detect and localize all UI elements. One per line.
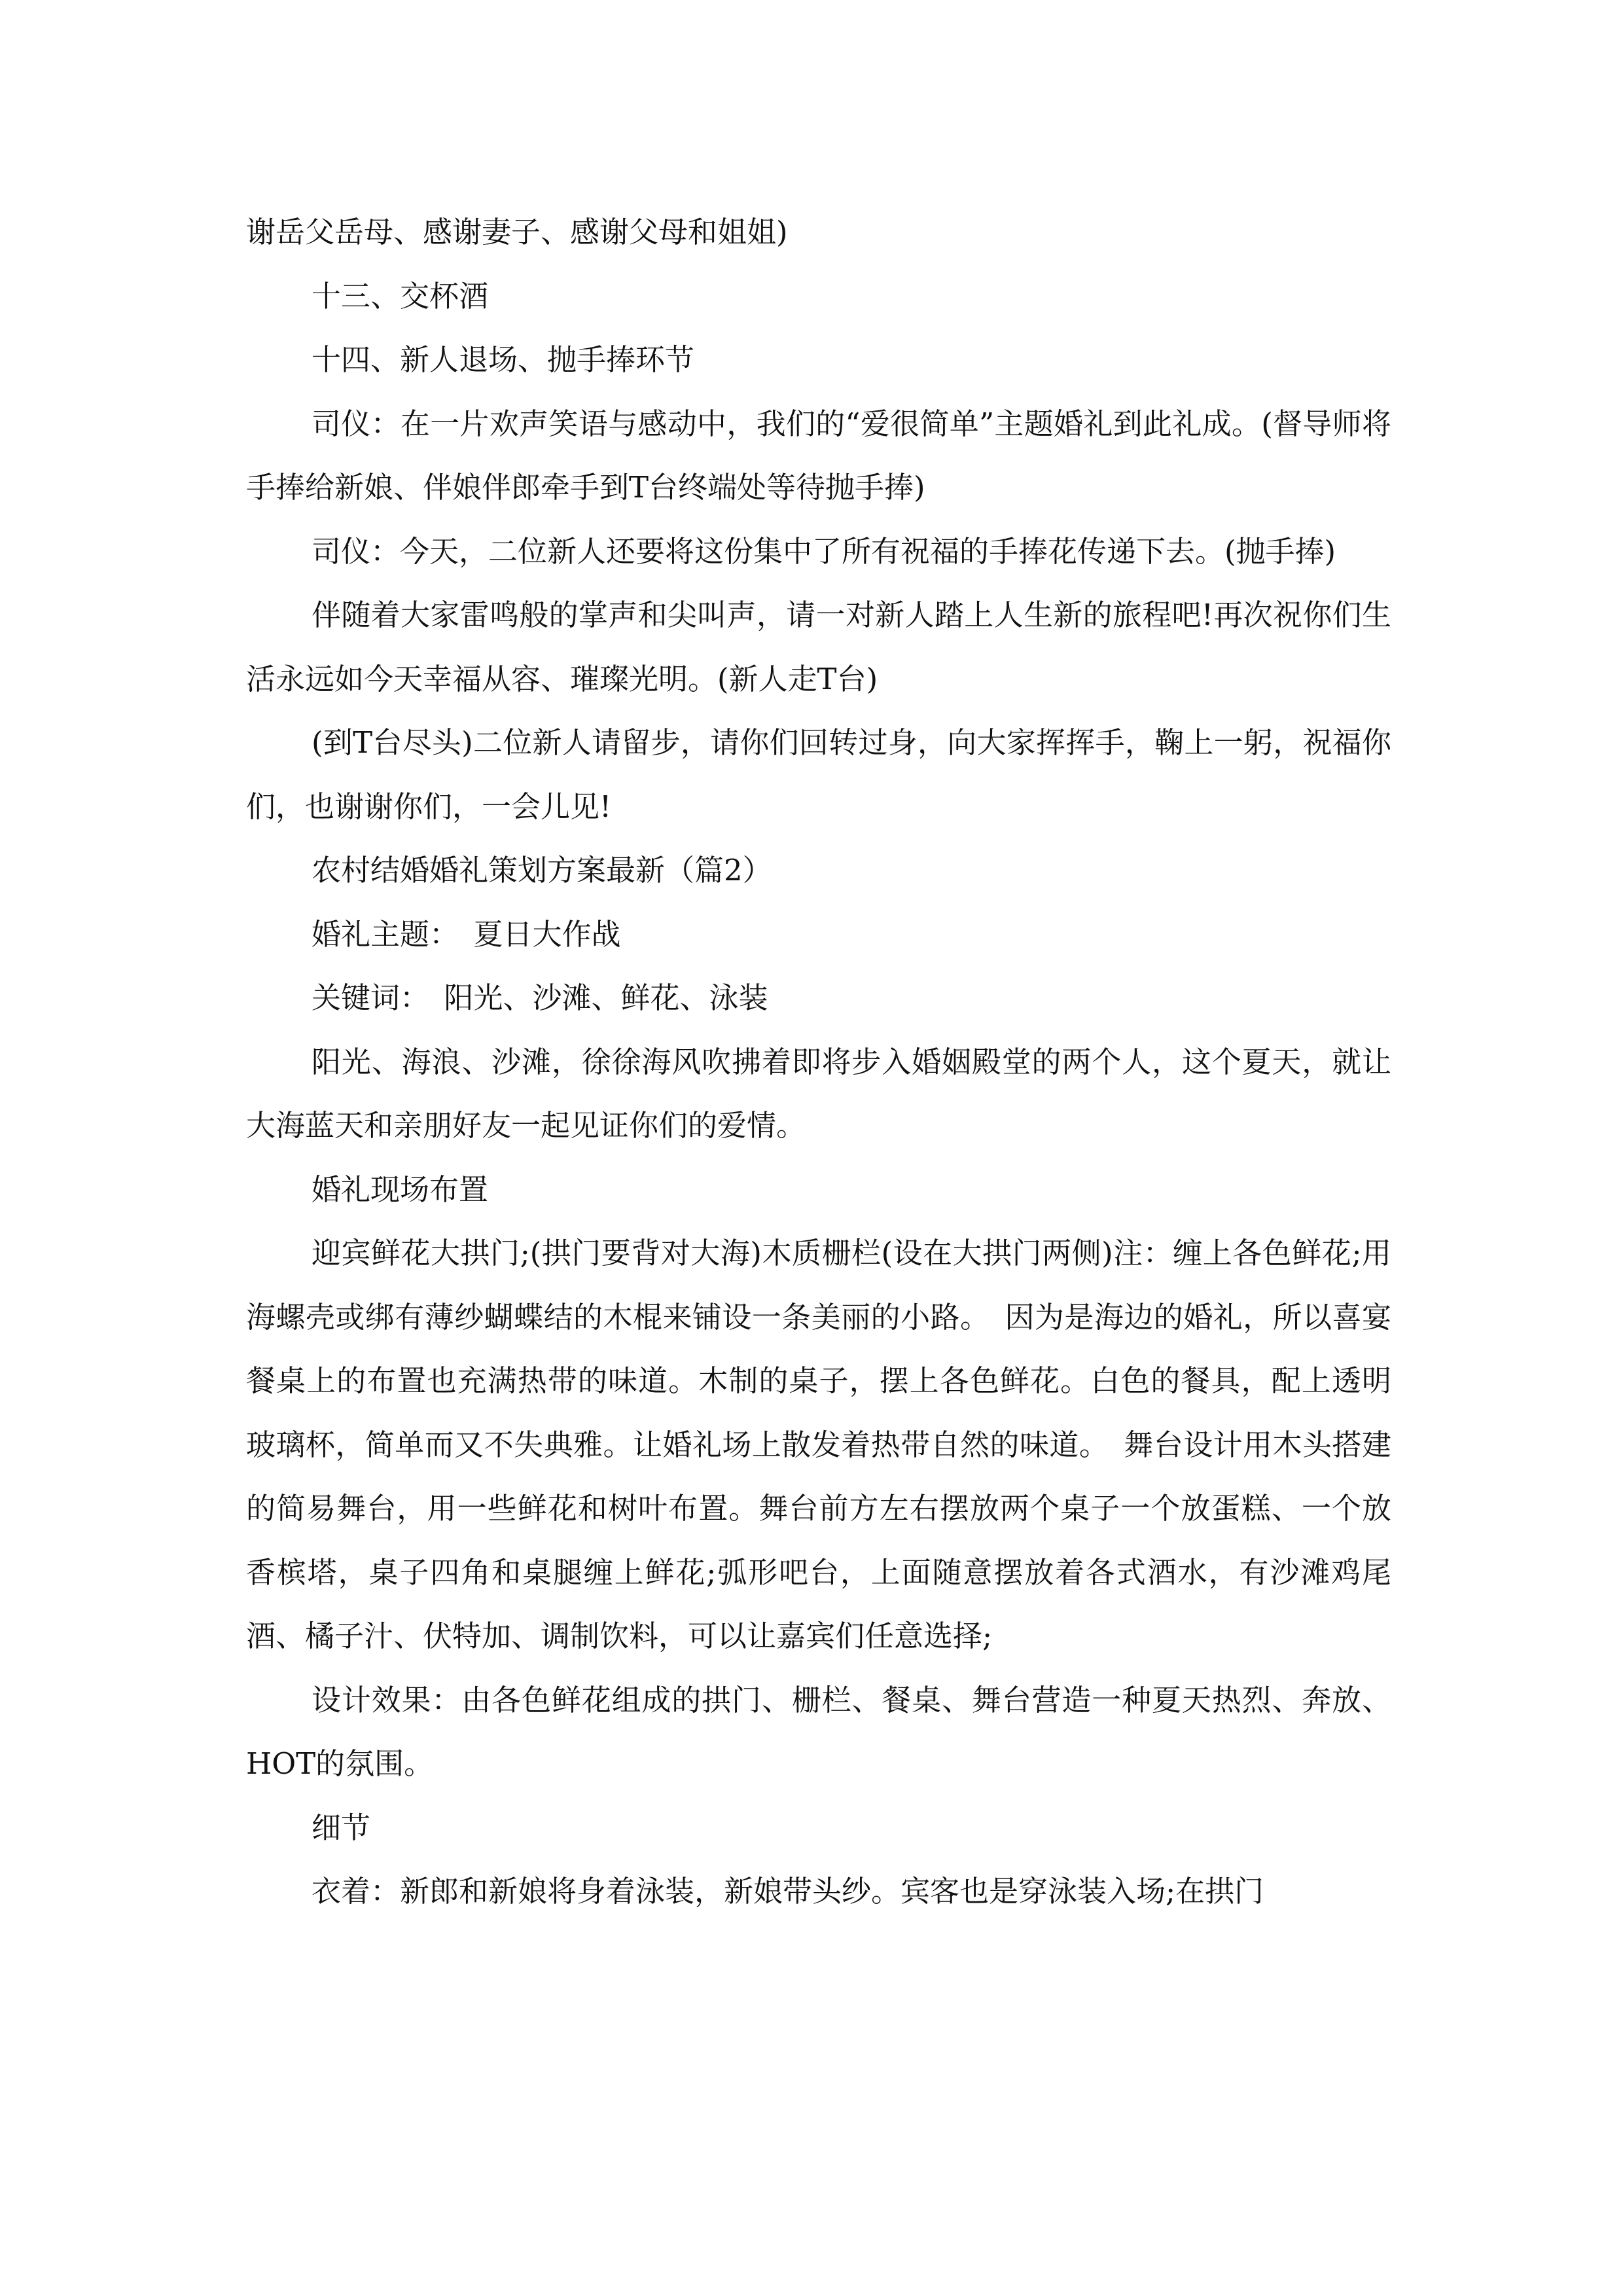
paragraph-1: 谢岳父岳母、感谢妻子、感谢父母和姐姐) [246,215,788,249]
paragraph-2: 十三、交杯酒 [312,278,489,314]
section-heading-2: 农村结婚婚礼策划方案最新（篇2） [312,853,772,888]
paragraph-3: 十四、新人退场、抛手捧环节 [312,342,695,377]
subheading-details: 细节 [312,1810,371,1845]
document-body [246,200,1391,1924]
paragraph-keywords: 关键词： 阳光、沙滩、鲜花、泳装 [312,980,768,1015]
paragraph-13: 设计效果：由各色鲜花组成的拱门、栅栏、餐桌、舞台营造一种夏天热烈、奔放、HOT的氛围。 [246,1682,1391,1781]
paragraph-7: (到T台尽头)二位新人请留步，请你们回转过身，向大家挥挥手，鞠上一躬，祝福你们，也谢谢你们，一会儿见! [246,725,1391,824]
paragraph-4: 司仪：在一片欢声笑语与感动中，我们的“爱很简单”主题婚礼到此礼成。(督导师将手捧给新娘、伴娘伴郎牵手到T台终端处等待抛手捧) [246,406,1391,505]
paragraph-5: 司仪：今天，二位新人还要将这份集中了所有祝福的手捧花传递下去。(抛手捧) [312,533,1336,569]
paragraph-12: 迎宾鲜花大拱门;(拱门要背对大海)木质栅栏(设在大拱门两侧)注：缠上各色鲜花;用海螺壳或绑有薄纱蝴蝶结的木棍来铺设一条美丽的小路。 因为是海边的婚礼，所以喜宴餐桌上的布置也充满热带的味道。木制的桌子，摆上各色鲜花。白色的餐具，配上透明玻璃杯，简单而又不失典雅。让婚礼场上散发着热带自然的味道。 舞台设计用木头搭建的简易舞台，用一些鲜花和树叶布置。舞台前方左右摆放两个桌子一个放蛋糕、一个放香槟塔，桌子四角和桌腿缠上鲜花;弧形吧台，上面随意摆放着各式酒水，有沙滩鸡尾酒、橘子汁、伏特加、调制饮料，可以让嘉宾们任意选择; [246,1236,1391,1653]
paragraph-theme: 婚礼主题： 夏日大作战 [312,916,621,952]
paragraph-15: 衣着：新郎和新娘将身着泳装，新娘带头纱。宾客也是穿泳装入场;在拱门 [312,1874,1264,1909]
subheading-venue: 婚礼现场布置 [312,1172,489,1207]
paragraph-6: 伴随着大家雷鸣般的掌声和尖叫声，请一对新人踏上人生新的旅程吧!再次祝你们生活永远如今天幸福从容、璀璨光明。(新人走T台) [246,598,1391,696]
paragraph-10: 阳光、海浪、沙滩，徐徐海风吹拂着即将步入婚姻殿堂的两个人，这个夏天，就让大海蓝天和亲朋好友一起见证你们的爱情。 [246,1044,1391,1143]
